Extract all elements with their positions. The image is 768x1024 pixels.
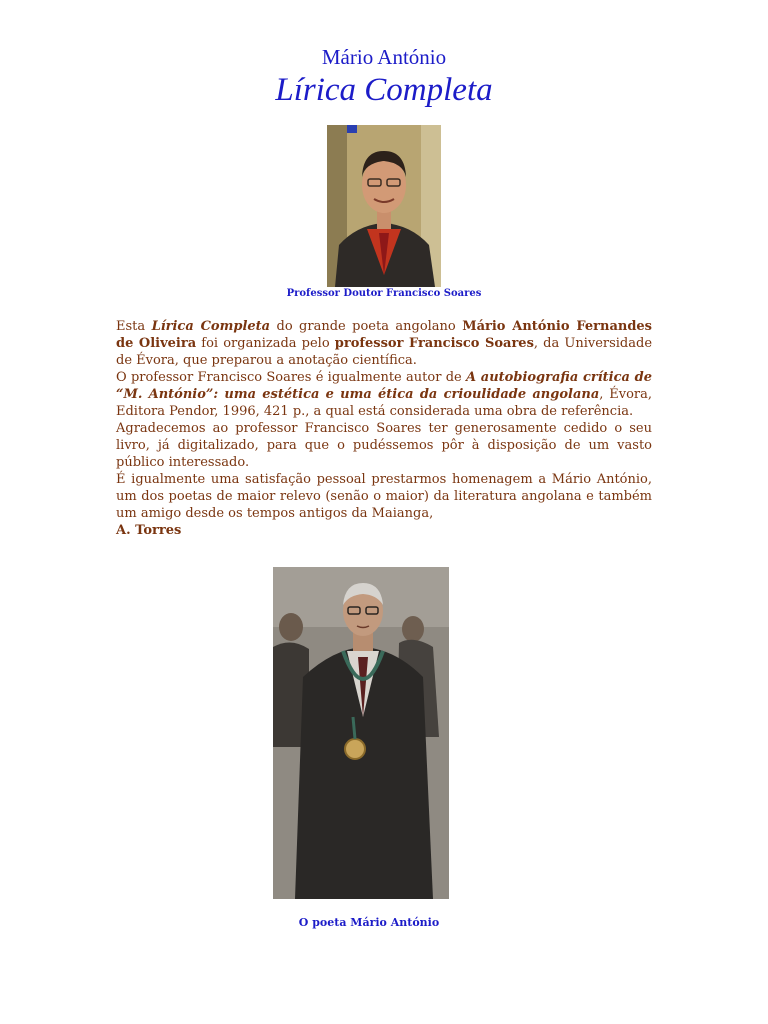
body-text	[116, 318, 652, 539]
book-title-reference: Lírica Completa	[151, 319, 271, 334]
text-run: Esta	[116, 319, 152, 334]
portrait-poet-with-medal-image	[273, 567, 449, 899]
photo-francisco-soares	[327, 125, 441, 287]
text-run: do grande poeta angolano	[270, 319, 463, 334]
photo-caption-mario-antonio: O poeta Mário António	[298, 916, 440, 929]
portrait-man-smiling-image	[327, 125, 441, 287]
organizer-name: professor Francisco Soares	[334, 336, 534, 351]
author-name: Mário António	[321, 45, 447, 69]
signature: A. Torres	[116, 523, 182, 538]
text-run: , Évora, Editora Pendor, 1996, 421 p., a qual está considerada uma obra de referência.	[116, 387, 652, 419]
book-title: Lírica Completa	[275, 72, 493, 108]
text-run: foi organizada pelo	[196, 336, 335, 351]
paragraph-1	[116, 318, 652, 369]
poet-full-name: Mário António Fernandes de Oliveira	[116, 319, 652, 351]
text-run: O professor Francisco Soares é igualmente autor de	[116, 370, 467, 385]
paragraph-3: Agradecemos ao professor Francisco Soares ter generosamente cedido o seu livro, já digitalizado, para que o pudéssemos pôr à disposição de um vasto público interessado.	[116, 421, 652, 470]
text-run: , da Universidade de Évora, que preparou a anotação científica.	[116, 336, 653, 368]
photo-mario-antonio	[273, 567, 449, 899]
paragraph-4: É igualmente uma satisfação pessoal prestarmos homenagem a Mário António, um dos poetas de maior relevo (senão o maior) da literatura angolana e também um amigo desde os tempos antigos da Maianga,	[116, 472, 652, 521]
photo-caption-francisco-soares: Professor Doutor Francisco Soares	[286, 288, 482, 299]
paragraph-2	[116, 369, 652, 420]
reference-work-title: A autobiografia crítica de “M. António”: uma estética e uma ética da crioulidade angolana	[116, 370, 652, 402]
